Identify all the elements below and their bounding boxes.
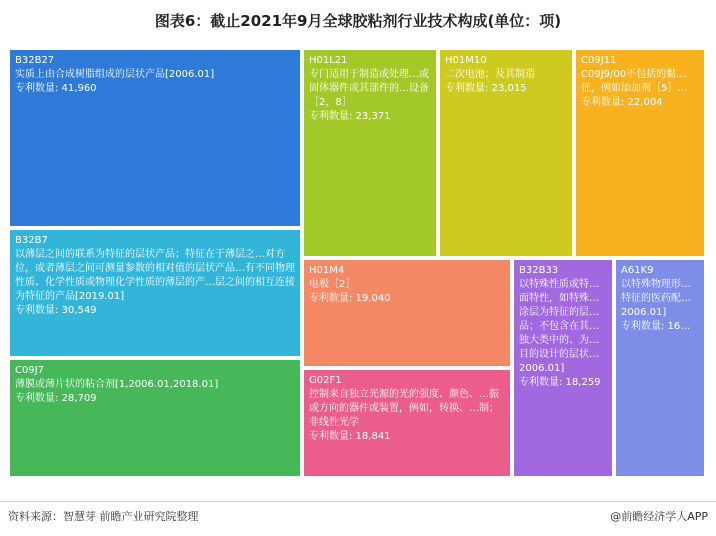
source-note: 资料来源：智慧芽 前瞻产业研究院整理 <box>8 510 199 523</box>
cell-description: 电极［2］ <box>309 279 356 290</box>
cell-code: A61K9 <box>621 265 654 276</box>
cell-count: 专利数量: 16… <box>621 321 691 332</box>
cell-count: 专利数量: 22,004 <box>581 97 663 108</box>
treemap-cell-b32b33 <box>514 260 612 476</box>
treemap-cell-c09j11 <box>576 50 704 256</box>
cell-description: 控制来自独立光源的光的强度、颜色、…振或方向的器件或装置，例如，转换、…制；非线性光学 <box>309 389 499 428</box>
treemap-cell-a61k9 <box>616 260 704 476</box>
treemap-cell-c09j7 <box>10 360 300 476</box>
cell-description: 专门适用于制造或处理…或固体器件或其部件的…设备［2，8］ <box>309 69 429 108</box>
cell-count: 专利数量: 18,259 <box>519 377 601 388</box>
treemap-cell-h01l21 <box>304 50 436 256</box>
cell-count: 专利数量: 19,040 <box>309 293 391 304</box>
brand-note: @前瞻经济学人APP <box>610 510 708 523</box>
cell-count: 专利数量: 23,371 <box>309 111 391 122</box>
cell-description: 二次电池；及其制造 <box>445 69 535 80</box>
treemap-cell-g02f1 <box>304 370 510 476</box>
cell-count: 专利数量: 41,960 <box>15 83 97 94</box>
cell-description: C09J9/00不包括的黏…征，例如添加剂［5］… <box>581 69 688 94</box>
cell-code: C09J11 <box>581 55 617 66</box>
cell-description: 以特殊性质或特…面特性，如特殊…涂层为特征的层…品；不包含在其…独大类中的、为…目的设计的层状…2006.01] <box>519 279 599 374</box>
cell-count: 专利数量: 28,709 <box>15 393 97 404</box>
footer-divider <box>0 501 716 502</box>
cell-count: 专利数量: 30,549 <box>15 305 97 316</box>
cell-code: H01L21 <box>309 55 348 66</box>
cell-code: H01M4 <box>309 265 345 276</box>
treemap-cell-b32b7 <box>10 230 300 356</box>
cell-code: B32B27 <box>15 55 55 66</box>
cell-description: 以特殊物理形…特征的医药配…2006.01] <box>621 279 691 318</box>
treemap-cell-h01m4 <box>304 260 510 366</box>
cell-code: C09J7 <box>15 365 45 376</box>
cell-count: 专利数量: 23,015 <box>445 83 527 94</box>
cell-code: G02F1 <box>309 375 342 386</box>
cell-description: 以薄层之间的联系为特征的层状产品；特征在于薄层之…对方位，或者薄层之间可测量参数的相对值的层状产品…有不同物理性质、化学性质或物理化学性质的薄层的产…层之间的相互连接为特征的产品[2019.01] <box>15 249 295 302</box>
cell-count: 专利数量: 18,841 <box>309 431 391 442</box>
cell-code: B32B33 <box>519 265 559 276</box>
cell-description: 薄膜或薄片状的粘合剂[1,2006.01,2018.01] <box>15 379 219 390</box>
cell-code: H01M10 <box>445 55 487 66</box>
cell-description: 实质上由合成树脂组成的层状产品[2006.01] <box>15 69 215 80</box>
treemap-cell-b32b27 <box>10 50 300 226</box>
treemap-cell-h01m10 <box>440 50 572 256</box>
cell-code: B32B7 <box>15 235 48 246</box>
chart-title: 图表6：截止2021年9月全球胶粘剂行业技术构成(单位：项) <box>154 12 562 30</box>
